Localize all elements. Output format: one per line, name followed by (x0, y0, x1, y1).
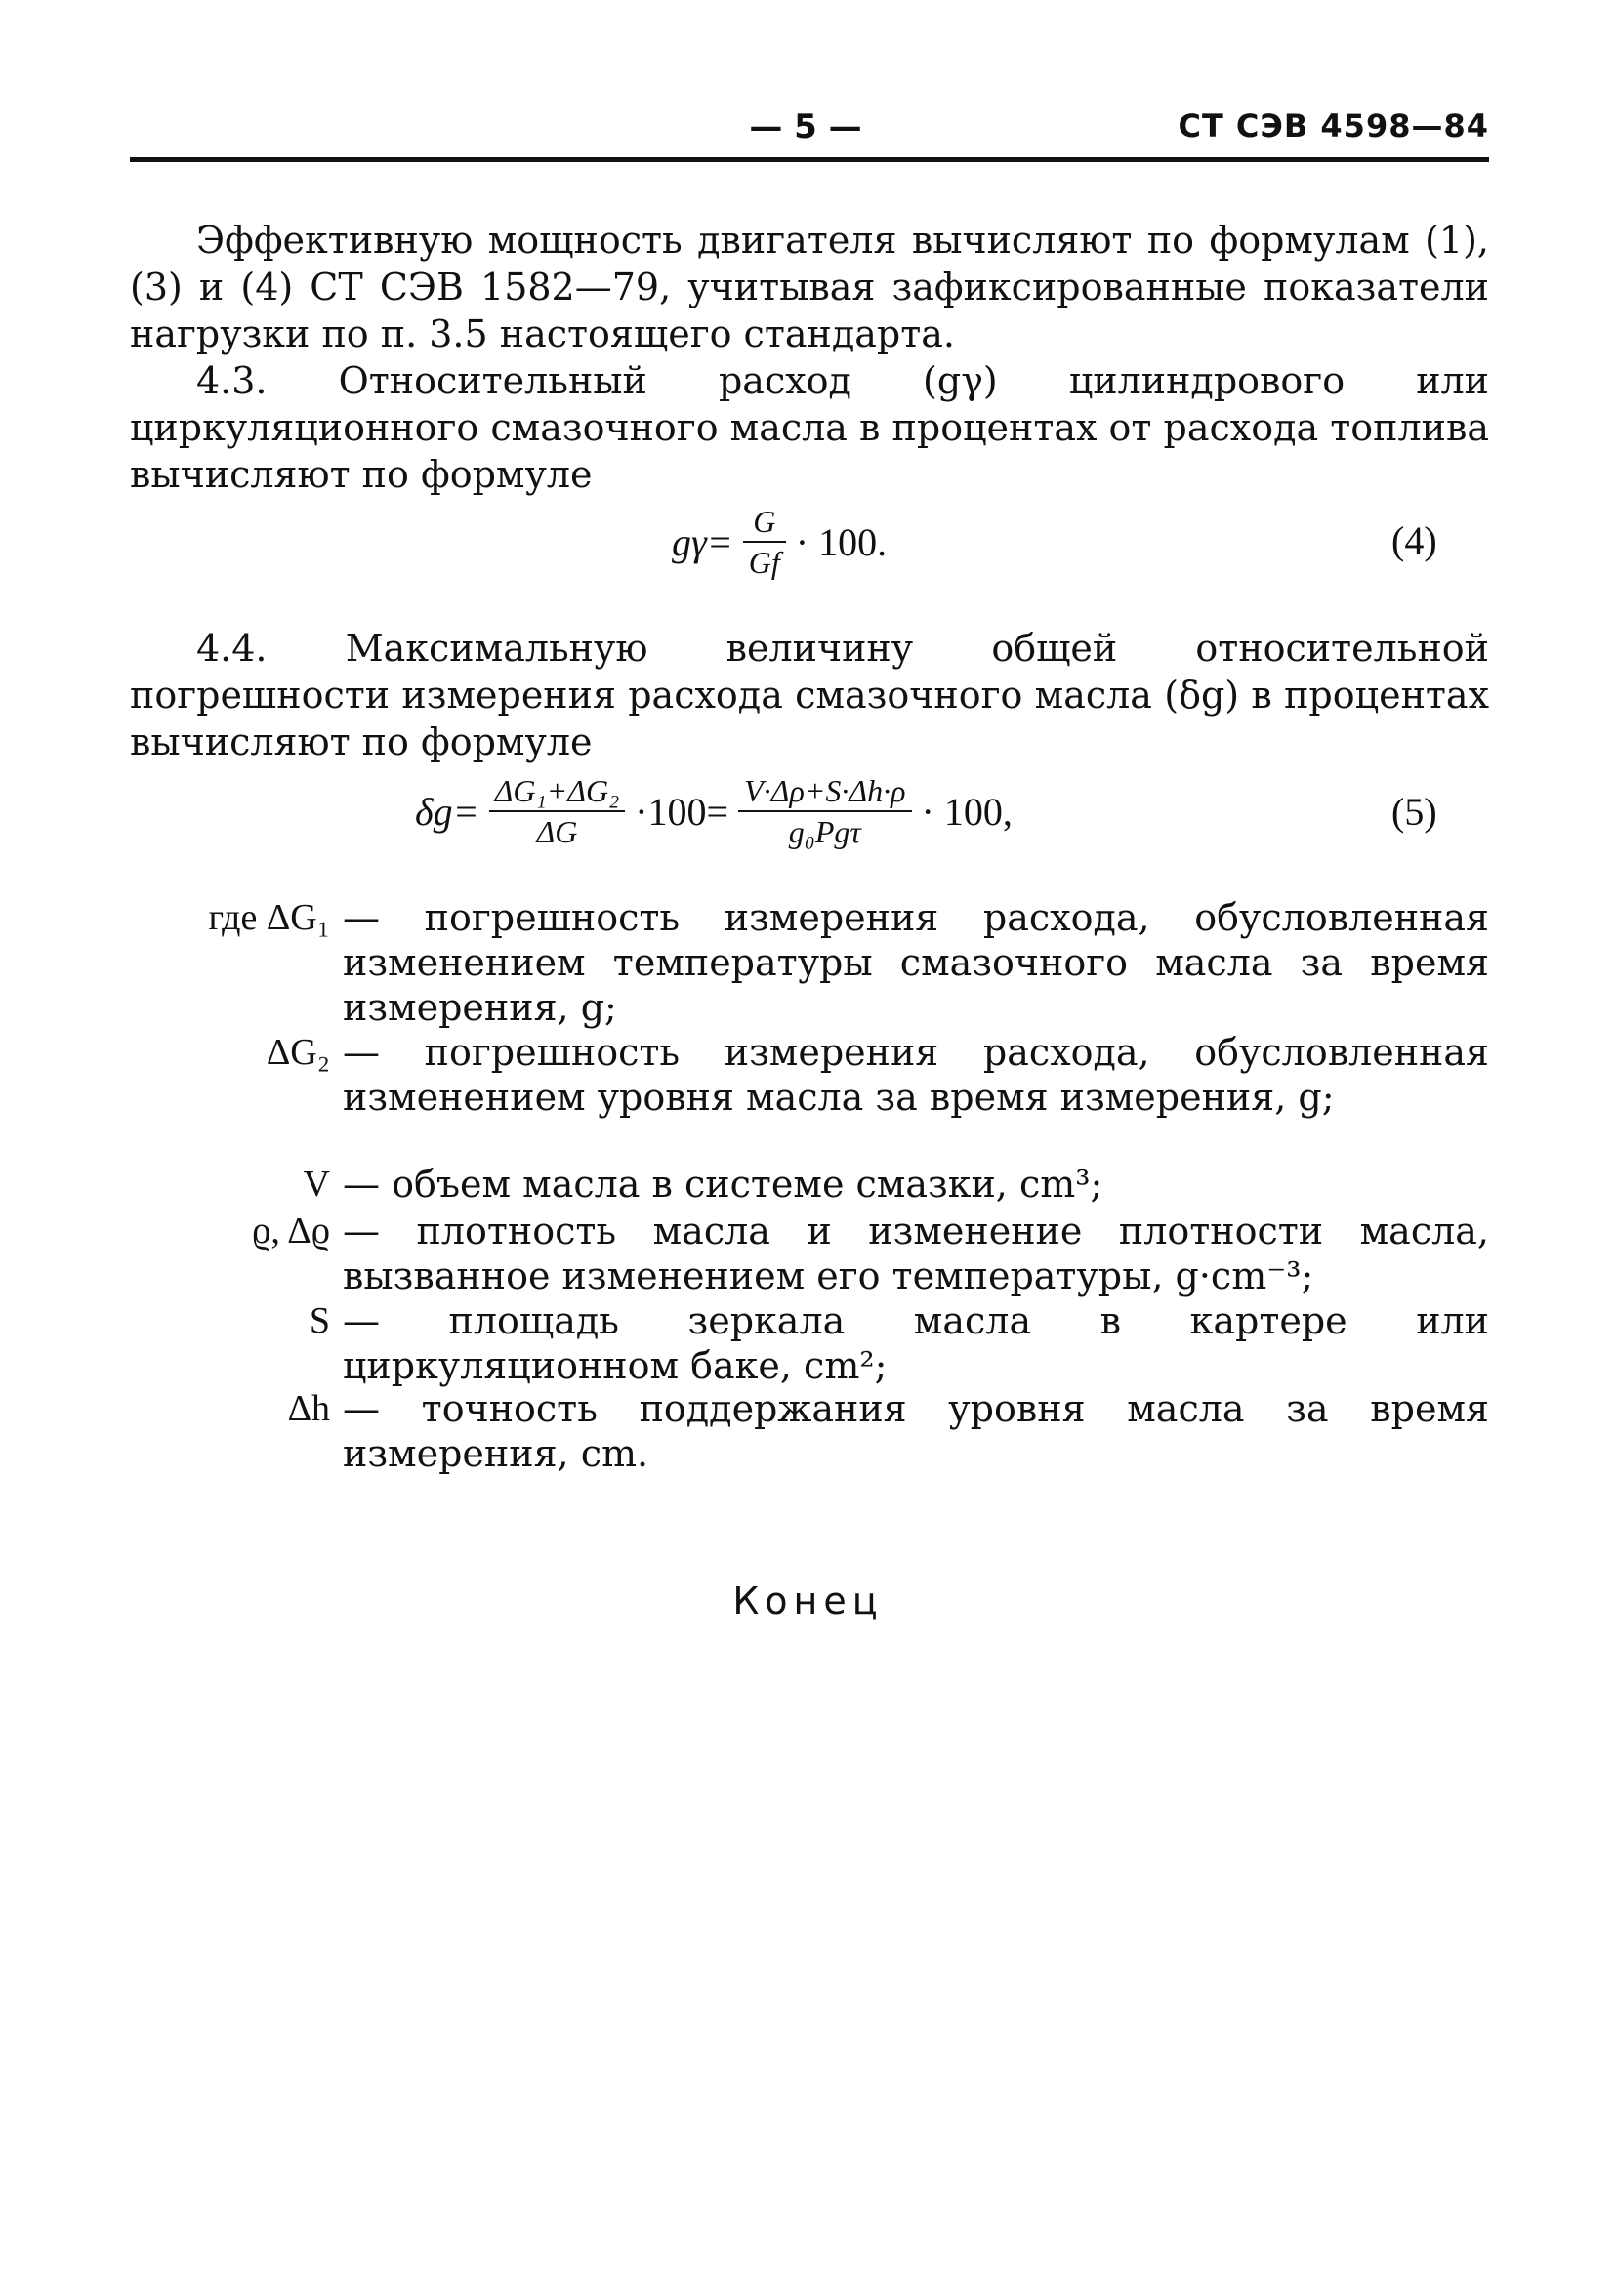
definition-text: — погрешность измерения расхода, обусловленная изменением температуры смазочного масла за время измерения, g; (343, 896, 1489, 1029)
page-number: — 5 — (749, 107, 862, 146)
definition-symbol: ϱ, Δϱ (251, 1210, 330, 1251)
formula-4-lhs: gγ= (672, 519, 733, 564)
formula-5-frac1-denominator: ΔG (536, 814, 578, 849)
standard-code: СТ СЭВ 4598—84 (1178, 107, 1489, 144)
definition-item (130, 1162, 1489, 1207)
definition-symbol: V (303, 1164, 330, 1205)
formula-5-mid: ·100= (635, 789, 729, 834)
definition-text: — площадь зеркала масла в картере или циркуляционном баке, cm²; (343, 1299, 1489, 1387)
formula-5-tail: · 100, (921, 789, 1013, 834)
paragraph-text: 4.4. Максимальную величину общей относительной погрешности измерения расхода смазочного масла (δg) в процентах вычисляют по формуле (130, 627, 1489, 763)
formula-5-number: (5) (1391, 790, 1437, 834)
definition-item (130, 895, 1489, 1030)
paragraph-text: 4.3. Относительный расход (gγ) цилиндрового или циркуляционного смазочного масла в процентах от расхода топлива вычисляют по формуле (130, 359, 1489, 496)
formula-4-denominator: Gf (748, 545, 780, 580)
definition-item (130, 1386, 1489, 1476)
definition-text: — плотность масла и изменение плотности масла, вызванное изменением его температуры, g·cm⁻³; (343, 1210, 1489, 1297)
formula-5-frac2-numerator: V·Δρ+S·Δh·ρ (744, 773, 906, 808)
definition-item (130, 1209, 1489, 1298)
formula-4-number: (4) (1391, 518, 1437, 562)
formula-5-frac2-denominator: g₀Pgτ (788, 814, 861, 849)
definition-symbol: Δh (287, 1388, 330, 1429)
paragraph-text: Эффективную мощность двигателя вычисляют по формулам (1), (3) и (4) СТ СЭВ 1582—79, учитывая зафиксированные показатели нагрузки по п. 3.5 настоящего стандарта. (130, 219, 1489, 355)
paragraph-4-3 (130, 357, 1489, 498)
definition-symbol: где ΔG₁ (208, 897, 330, 938)
definition-symbol: ΔG₂ (266, 1032, 330, 1073)
formula-4 (672, 502, 887, 582)
formula-5 (415, 771, 1013, 851)
definition-text: — объем масла в системе смазки, cm³; (343, 1163, 1103, 1206)
formula-4-fraction (743, 502, 786, 582)
definition-text: — точность поддержания уровня масла за время измерения, cm. (343, 1387, 1489, 1475)
paragraph-effective-power (130, 217, 1489, 357)
formula-5-frac1-numerator: ΔG₁+ΔG₂ (494, 773, 620, 808)
formula-5-lhs: δg= (415, 789, 479, 834)
header-rule (130, 157, 1489, 162)
definition-item (130, 1298, 1489, 1388)
end-marker: Конец (732, 1579, 884, 1622)
formula-4-tail: · 100. (795, 519, 888, 564)
paragraph-4-4 (130, 625, 1489, 765)
formula-5-fraction-1 (489, 771, 626, 851)
formula-4-numerator: G (753, 504, 776, 539)
definition-symbol: S (309, 1300, 330, 1341)
formula-5-fraction-2 (738, 771, 911, 851)
definition-item (130, 1030, 1489, 1120)
definition-text: — погрешность измерения расхода, обусловленная изменением уровня масла за время измерения, g; (343, 1031, 1489, 1119)
